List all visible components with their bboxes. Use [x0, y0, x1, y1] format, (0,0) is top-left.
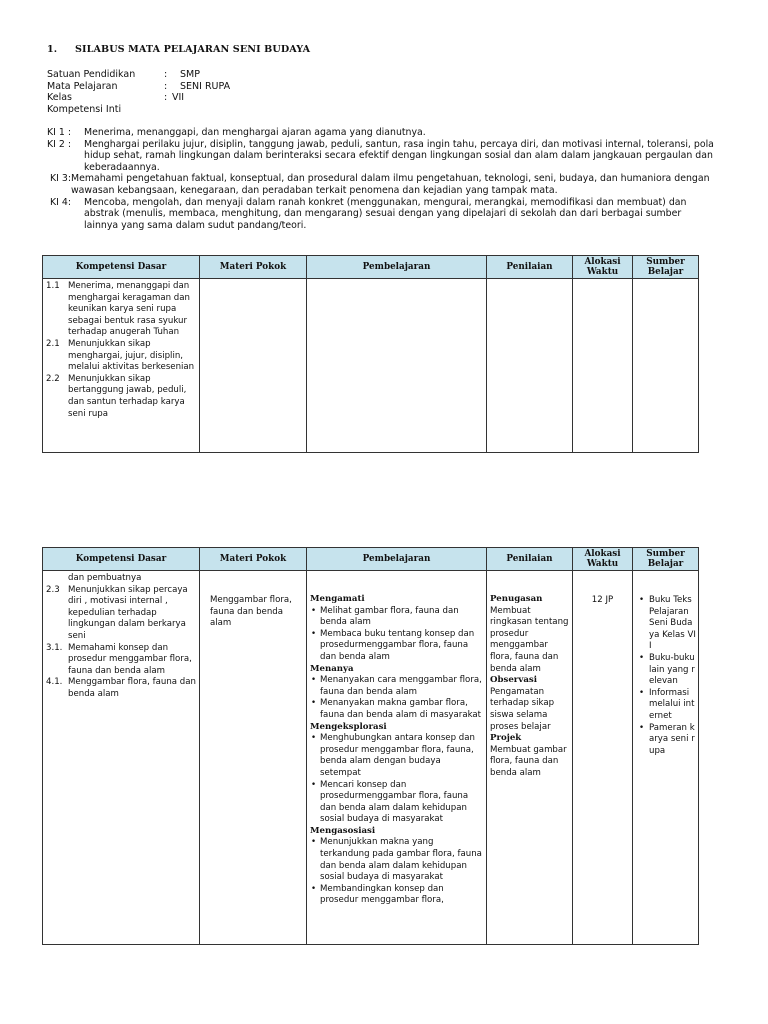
kd-continuation: dan pembuatnya	[68, 573, 142, 583]
identity-value: SENI RUPA	[180, 80, 231, 92]
header-pembelajaran: Pembelajaran	[307, 548, 487, 571]
header-alokasi-waktu: Alokasi Waktu	[573, 548, 633, 571]
list-item: • Membandingkan konsep dan prosedur menggambar flora,	[320, 884, 483, 907]
penilaian-cell	[487, 279, 573, 453]
kd-code: 2.1	[46, 338, 60, 349]
kd-item	[46, 643, 196, 678]
list-item: • Menanyakan cara menggambar flora, fauna dan benda alam	[320, 675, 483, 698]
activity-group	[310, 826, 483, 907]
alokasi-value: 12 JP	[591, 595, 614, 605]
list-item: • Buku Teks Pelajaran Seni Budaya Kelas VII	[649, 595, 696, 653]
activity-title: Mengamati	[310, 594, 365, 604]
identity-label: Mata Pelajaran	[47, 80, 118, 92]
alokasi-cell	[573, 279, 633, 453]
ki-text: Menerima, menanggapi, dan menghargai ajaran agama yang dianutnya.	[84, 127, 426, 138]
header-penilaian: Penilaian	[487, 548, 573, 571]
kd-text: Menunjukkan sikap bertanggung jawab, peduli, dan santun terhadap karya seni rupa	[68, 373, 187, 419]
list-item: • Informasi melalui internet	[649, 688, 696, 723]
activity-title: Mengeksplorasi	[310, 721, 387, 732]
sumber-cell	[633, 279, 699, 453]
identity-label: Kompetensi Inti	[47, 103, 122, 115]
activity-list	[310, 733, 483, 826]
kd-code: 4.1.	[46, 677, 63, 688]
activity-group	[310, 664, 483, 722]
identity-value: VII	[172, 92, 185, 103]
table-header-row	[43, 548, 699, 571]
activity-title: Menanya	[310, 663, 354, 674]
list-item: • Mencari konsep dan prosedurmenggambar flora, fauna dan benda alam dalam kehidupan sosial budaya di masyarakat	[320, 780, 483, 826]
penilaian-cell	[487, 571, 573, 945]
list-item: • Membaca buku tentang konsep dan prosedurmenggambar flora, fauna dan benda alam	[320, 629, 483, 664]
kd-item	[46, 281, 196, 339]
table-row	[43, 571, 699, 945]
identity-value: SMP	[180, 69, 200, 80]
header-sumber-belajar: Sumber Belajar	[633, 548, 699, 571]
identity-row	[47, 81, 347, 93]
activity-title: Mengasosiasi	[310, 825, 376, 836]
ki-item	[47, 127, 717, 139]
materi-text: Menggambar flora, fauna dan benda alam	[210, 595, 292, 629]
kd-cell	[43, 571, 200, 945]
identity-row	[47, 92, 347, 104]
header-sumber-belajar: Sumber Belajar	[633, 256, 699, 279]
ki-text: Memahami pengetahuan faktual, konseptual, dan prosedural dalam ilmu pengetahuan, teknologi, seni, budaya, dan humaniora dengan wawasan kebangsaan, kenegaraan, dan peradaban terkait penomena dan kejadian yang tampak mata.	[71, 173, 710, 196]
header-materi-pokok: Materi Pokok	[200, 256, 307, 279]
kd-text: Menunjukkan sikap percaya diri , motivasi internal , kepedulian terhadap lingkungan dalam berkarya seni	[68, 584, 188, 641]
identity-row	[47, 69, 347, 81]
ki-item	[47, 139, 717, 174]
list-item: • Menghubungkan antara konsep dan prosedur menggambar flora, fauna, benda alam dengan budaya setempat	[320, 733, 483, 779]
list-item: • Menanyakan makna gambar flora, fauna dan benda alam di masyarakat	[320, 698, 483, 721]
header-alokasi-waktu: Alokasi Waktu	[573, 256, 633, 279]
header-penilaian: Penilaian	[487, 256, 573, 279]
assessment-title: Observasi	[490, 675, 537, 686]
assessment-group	[490, 675, 569, 733]
header-kompetensi-dasar: Kompetensi Dasar	[43, 256, 200, 279]
assessment-text: Pengamatan terhadap sikap siswa selama proses belajar	[490, 686, 555, 732]
assessment-text: Membuat ringkasan tentang prosedur menggambar flora, fauna dan benda alam	[490, 605, 569, 674]
identity-colon: :	[164, 92, 168, 103]
kd-item	[46, 339, 196, 374]
ki-code: KI 3:	[50, 173, 72, 185]
ki-text: Menghargai perilaku jujur, disiplin, tanggung jawab, peduli, santun, rasa ingin tahu, percaya diri, dan motivasi internal, toleransi, pola hidup sehat, ramah lingkungan dalam berinteraksi secara efektif dengan lingkungan sosial dan alam dalam jangkauan pergaulan dan keberadaannya.	[84, 138, 714, 173]
assessment-text: Membuat gambar flora, fauna dan benda alam	[490, 744, 567, 778]
activity-list	[310, 606, 483, 664]
materi-cell	[200, 571, 307, 945]
header-kompetensi-dasar: Kompetensi Dasar	[43, 548, 200, 571]
header-pembelajaran: Pembelajaran	[307, 256, 487, 279]
table-header-row	[43, 256, 699, 279]
source-list	[636, 595, 696, 757]
identity-row	[47, 104, 347, 116]
assessment-group	[490, 594, 569, 675]
kd-code: 1.1	[46, 281, 60, 291]
title-text: SILABUS MATA PELAJARAN SENI BUDAYA	[75, 44, 311, 55]
activity-list	[310, 837, 483, 907]
kd-code: 2.2	[46, 373, 60, 384]
header-materi-pokok: Materi Pokok	[200, 548, 307, 571]
alokasi-cell	[573, 571, 633, 945]
list-item: • Pameran karya seni rupa	[649, 723, 696, 758]
identity-block	[47, 69, 347, 115]
sumber-cell	[633, 571, 699, 945]
pembelajaran-cell	[307, 279, 487, 453]
ki-list	[47, 127, 717, 231]
pembelajaran-cell	[307, 571, 487, 945]
ki-item	[50, 197, 717, 232]
assessment-group	[490, 733, 569, 779]
table-row	[43, 279, 699, 453]
syllabus-table-2	[42, 547, 699, 945]
activity-list	[310, 675, 483, 721]
title-number: 1.	[47, 44, 58, 55]
kd-text: Menggambar flora, fauna dan benda alam	[68, 677, 196, 699]
activity-group	[310, 722, 483, 826]
list-item: • Buku-buku lain yang relevan	[649, 653, 696, 688]
document-title	[47, 44, 310, 55]
kd-text: Menunjukkan sikap menghargai, jujur, disiplin, melalui aktivitas berkesenian	[68, 338, 195, 373]
kd-cell	[43, 279, 200, 453]
identity-colon: :	[164, 80, 168, 92]
syllabus-table-1	[42, 255, 699, 453]
list-item: • Menunjukkan makna yang terkandung pada gambar flora, fauna dan benda alam dalam kehidupan sosial budaya di masyarakat	[320, 837, 483, 883]
kd-item	[46, 374, 196, 420]
kd-text: Menerima, menanggapi dan menghargai keragaman dan keunikan karya seni rupa sebagai bentuk rasa syukur terhadap anugerah Tuhan	[68, 281, 190, 338]
ki-item	[50, 173, 717, 196]
kd-item	[46, 677, 196, 700]
assessment-title: Penugasan	[490, 594, 543, 604]
identity-label: Kelas	[47, 92, 73, 103]
kd-item	[46, 585, 196, 643]
assessment-title: Projek	[490, 733, 522, 744]
kd-text: Memahami konsep dan prosedur menggambar flora, fauna dan benda alam	[68, 642, 192, 676]
kd-code: 3.1.	[46, 642, 63, 653]
identity-label: Satuan Pendidikan	[47, 69, 136, 80]
list-item: • Melihat gambar flora, fauna dan benda alam	[320, 606, 483, 629]
kd-code: 2.3	[46, 584, 60, 595]
ki-code: KI 1 :	[47, 127, 71, 138]
materi-cell	[200, 279, 307, 453]
identity-colon: :	[164, 69, 168, 80]
ki-code: KI 2 :	[47, 138, 71, 150]
ki-code: KI 4:	[50, 196, 72, 208]
activity-group	[310, 594, 483, 664]
ki-text: Mencoba, mengolah, dan menyaji dalam ranah konkret (menggunakan, mengurai, merangkai, memodifikasi dan membuat) dan abstrak (menulis, membaca, menghitung, dan mengarang) sesuai dengan yang dipelajari di sekolah dan dari berbagai sumber lainnya yang sama dalam sudut pandang/teori.	[84, 196, 687, 231]
